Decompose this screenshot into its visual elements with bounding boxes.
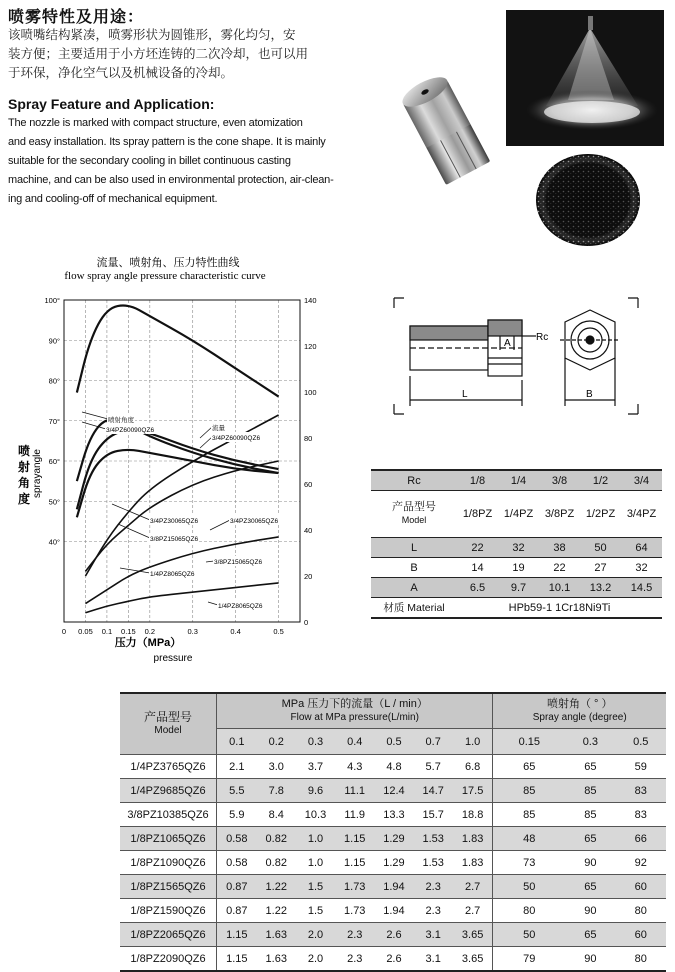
table-header-cell: 1/4: [498, 470, 539, 491]
flow-cell: 4.8: [374, 755, 413, 779]
flow-cell: 1.83: [453, 827, 493, 851]
flow-cell: 0.58: [217, 851, 257, 875]
y-right-tick-label: 140: [304, 296, 317, 305]
y-left-tick-label: 50°: [48, 497, 60, 507]
flow-cell: 4.3: [335, 755, 374, 779]
flow-cell: 2.0: [296, 947, 335, 972]
table-cell: 50: [580, 538, 621, 558]
table-cell: L: [371, 538, 457, 558]
flow-cell: 3.65: [453, 947, 493, 972]
model-header-cell: [120, 693, 217, 755]
angle-cell: 85: [565, 803, 615, 827]
flow-cell: 1.53: [414, 851, 453, 875]
y-left-tick-label: 90°: [48, 336, 60, 346]
flow-cell: 1.5: [296, 875, 335, 899]
model-cell: 1/8PZ2090QZ6: [120, 947, 217, 972]
flow-cell: 1.15: [217, 923, 257, 947]
x-axis-label: 压力（MPa）: [114, 637, 182, 649]
dim-label-a: A: [504, 338, 511, 349]
flow-cell: 2.3: [335, 923, 374, 947]
table-row: [371, 558, 662, 578]
table-cell: 14: [457, 558, 498, 578]
frame-corner: [394, 404, 404, 414]
table-row: [120, 851, 666, 875]
flow-cell: 2.0: [296, 923, 335, 947]
flow-cell: 2.1: [217, 755, 257, 779]
table-row: [371, 598, 662, 619]
y-right-tick-label: 80: [304, 434, 313, 443]
model-header-en: Model: [154, 725, 182, 736]
x-tick-label: 0.4: [230, 627, 241, 636]
flow-cell: 11.9: [335, 803, 374, 827]
dimension-drawing: [380, 292, 660, 422]
flow-cell: 1.29: [374, 851, 413, 875]
annotation-leader: [206, 561, 214, 562]
flow-cell: 0.87: [217, 875, 257, 899]
flow-cell: 8.4: [257, 803, 296, 827]
flow-cell: 2.3: [414, 899, 453, 923]
series-label: 3/4PZ30065QZ6: [230, 518, 279, 525]
table-cell: 14.5: [621, 578, 662, 598]
frame-corner: [628, 404, 638, 414]
model-cell: 1/8PZ1590QZ6: [120, 899, 217, 923]
angle-cell: 83: [616, 803, 666, 827]
annotation-leader: [200, 427, 212, 438]
table-cell: 22: [457, 538, 498, 558]
y-left-tick-label: 40°: [48, 537, 60, 547]
table-cell: 1/4PZ: [498, 491, 539, 538]
series-label: 流量: [212, 425, 225, 432]
table-row: [120, 803, 666, 827]
flow-cell: 2.3: [335, 947, 374, 972]
x-tick-label: 0: [61, 627, 67, 636]
flow-cell: 12.4: [374, 779, 413, 803]
table-cell: 1/2PZ: [580, 491, 621, 538]
characteristic-chart: [0, 250, 330, 670]
zh-line: 该喷嘴结构紧凑，喷雾形状为圆锥形，雾化均匀，安: [8, 28, 296, 42]
material-label-cell: 材质 Material: [371, 598, 457, 619]
series-label: 3/4PZ60090QZ6: [212, 435, 261, 442]
flow-cell: 1.15: [217, 947, 257, 972]
flow-cell: 5.5: [217, 779, 257, 803]
flow-cell: 0.58: [217, 827, 257, 851]
table-row: [120, 923, 666, 947]
x-tick-label: 0.15: [121, 627, 136, 636]
y-right-tick-label: 0: [304, 618, 309, 627]
flow-cell: 3.65: [453, 923, 493, 947]
flow-cell: 1.73: [335, 875, 374, 899]
angle-cell: 90: [565, 947, 615, 972]
series-label: 3/4PZ60090QZ6: [106, 427, 155, 434]
table-cell: 27: [580, 558, 621, 578]
flow-cell: 1.73: [335, 899, 374, 923]
series-label: 3/4PZ30065QZ6: [150, 518, 199, 525]
table-row: [371, 491, 662, 538]
y-left-tick-label: 80°: [48, 376, 60, 386]
dim-label-b: B: [586, 389, 593, 400]
table-header-cell: 1/8: [457, 470, 498, 491]
angle-cell: 65: [493, 755, 565, 779]
flow-cell: 3.7: [296, 755, 335, 779]
y-right-tick-label: 40: [304, 526, 313, 535]
chart-y-label: [18, 443, 43, 506]
table-row: [120, 947, 666, 972]
dimension-table: [371, 469, 662, 619]
series-label: 3/8PZ15065QZ6: [150, 536, 199, 543]
flow-table: [120, 692, 666, 972]
flow-cell: 1.15: [335, 851, 374, 875]
table-row: [120, 875, 666, 899]
angle-cell: 59: [616, 755, 666, 779]
table-cell: 6.5: [457, 578, 498, 598]
model-cell: 1/8PZ2065QZ6: [120, 923, 217, 947]
x-tick-label: 0.05: [78, 627, 93, 636]
angle-cell: 65: [565, 827, 615, 851]
flow-cell: 11.1: [335, 779, 374, 803]
angle-cell: 60: [616, 923, 666, 947]
table-header-cell: Rc: [371, 470, 457, 491]
en-description: [8, 114, 338, 209]
model-cell: 1/8PZ1565QZ6: [120, 875, 217, 899]
series-label: 喷射角度: [108, 417, 134, 424]
table-cell: A: [371, 578, 457, 598]
series-label: 1/4PZ8065QZ6: [218, 603, 263, 610]
annotation-leader: [200, 437, 212, 448]
angle-cell: 60: [616, 875, 666, 899]
table-cell: 19: [498, 558, 539, 578]
pressure-header-cell: 0.3: [296, 729, 335, 755]
flow-cell: 2.3: [414, 875, 453, 899]
flow-cell: 0.82: [257, 827, 296, 851]
spray-photo: [506, 10, 664, 146]
flow-cell: 1.94: [374, 899, 413, 923]
flow-cell: 0.82: [257, 851, 296, 875]
flow-cell: 10.3: [296, 803, 335, 827]
flow-cell: 1.5: [296, 899, 335, 923]
annotation-leader: [210, 520, 230, 530]
table-cell: 3/4PZ: [621, 491, 662, 538]
en-line: and easy installation. Its spray pattern is the cone shape. It is mainly: [8, 136, 326, 148]
zh-line: 装方便；主要适用于小方坯连铸的二次冷却，也可以用: [8, 47, 309, 61]
angle-cell: 79: [493, 947, 565, 972]
flow-cell: 0.87: [217, 899, 257, 923]
frame-corner: [394, 298, 404, 308]
flow-cell: 1.0: [296, 827, 335, 851]
spray-pattern-photo: [532, 150, 644, 250]
x-tick-label: 0.5: [273, 627, 284, 636]
flow-header-cell: [217, 693, 493, 729]
flow-cell: 1.15: [335, 827, 374, 851]
flow-cell: 1.63: [257, 947, 296, 972]
angle-cell: 90: [565, 851, 615, 875]
nozzle-photo: [370, 40, 500, 190]
table-cell: 1/8PZ: [457, 491, 498, 538]
flow-cell: 13.3: [374, 803, 413, 827]
model-header-zh: 产品型号: [143, 710, 192, 724]
model-label-en: Model: [401, 515, 427, 525]
table-row: [371, 470, 662, 491]
chart-subtitle: flow spray angle pressure characteristic curve: [64, 270, 266, 282]
table-cell: 10.1: [539, 578, 580, 598]
angle-cell: 85: [565, 779, 615, 803]
table-cell: 13.2: [580, 578, 621, 598]
flow-cell: 1.94: [374, 875, 413, 899]
table-row: [120, 755, 666, 779]
nozzle-hex-hatch: [488, 320, 522, 336]
en-line: ing and cooling-off of mechanical equipment.: [8, 193, 218, 205]
table-cell: 32: [621, 558, 662, 578]
angle-cell: 85: [493, 803, 565, 827]
frame-corner: [628, 298, 638, 308]
material-value-cell: HPb59-1 1Cr18Ni9Ti: [457, 598, 662, 619]
chart-title: 流量、喷射角、压力特性曲线: [96, 257, 240, 269]
angle-cell: 80: [616, 947, 666, 972]
flow-cell: 1.53: [414, 827, 453, 851]
annotation-leader: [208, 602, 218, 605]
y-axis-label-zh-4: 度: [18, 492, 31, 506]
y-axis-label-zh-1: 喷: [18, 444, 31, 458]
y-left-tick-label: 100°: [44, 296, 60, 305]
y-left-tick-label: 70°: [48, 416, 60, 426]
flow-cell: 14.7: [414, 779, 453, 803]
angle-header-en: Spray angle (degree): [532, 712, 627, 723]
model-cell: 1/4PZ3765QZ6: [120, 755, 217, 779]
table-header-cell: 3/4: [621, 470, 662, 491]
angle-cell: 65: [565, 875, 615, 899]
nozzle-section-hatch: [410, 326, 488, 340]
table-row: [371, 538, 662, 558]
angle-cell: 65: [565, 923, 615, 947]
angle-header-cell: [493, 693, 666, 729]
flow-table-body: [120, 755, 666, 972]
en-section-title: Spray Feature and Application:: [8, 96, 215, 112]
zh-description: [8, 26, 343, 83]
flow-cell: 1.22: [257, 875, 296, 899]
flow-cell: 5.7: [414, 755, 453, 779]
flow-header-en: Flow at MPa pressure(L/min): [290, 712, 419, 723]
flow-cell: 3.1: [414, 947, 453, 972]
table-row: [120, 827, 666, 851]
flow-cell: 7.8: [257, 779, 296, 803]
table-row: [120, 779, 666, 803]
model-cell: 1/8PZ1090QZ6: [120, 851, 217, 875]
angle-cell: 73: [493, 851, 565, 875]
angle-cell: 90: [565, 899, 615, 923]
flow-cell: 1.22: [257, 899, 296, 923]
flow-cell: 2.6: [374, 923, 413, 947]
annotation-leader: [82, 412, 108, 419]
y-right-tick-label: 60: [304, 480, 313, 489]
flow-cell: 2.6: [374, 947, 413, 972]
table-cell: 3/8PZ: [539, 491, 580, 538]
y-axis-label-en: sprayangle: [32, 449, 43, 498]
flow-cell: 17.5: [453, 779, 493, 803]
table-cell: 64: [621, 538, 662, 558]
flow-cell: 3.1: [414, 923, 453, 947]
pressure-header-cell: 0.5: [374, 729, 413, 755]
table-cell: 32: [498, 538, 539, 558]
y-right-tick-label: 100: [304, 388, 317, 397]
angle-cell: 50: [493, 875, 565, 899]
angle-header-zh: 喷射角（ ° ）: [546, 698, 613, 710]
angle-cell: 48: [493, 827, 565, 851]
model-cell: 1/8PZ1065QZ6: [120, 827, 217, 851]
table-row: [120, 899, 666, 923]
y-axis-label-zh-2: 射: [18, 460, 31, 474]
table-row: [371, 578, 662, 598]
flow-header-zh: MPa 压力下的流量（L / min）: [281, 698, 428, 710]
series-label: 3/8PZ15065QZ6: [214, 559, 263, 566]
flow-cell: 1.83: [453, 851, 493, 875]
model-label-cell: [371, 491, 457, 538]
pressure-header-cell: 0.1: [217, 729, 257, 755]
y-right-tick-label: 120: [304, 342, 317, 351]
pressure-header-cell: 0.7: [414, 729, 453, 755]
zh-line: 于环保，净化空气以及机械设备的冷却。: [8, 66, 234, 80]
pressure-header-cell: 0.2: [257, 729, 296, 755]
pressure-header-cell: 0.3: [565, 729, 615, 755]
pressure-header-cell: 1.0: [453, 729, 493, 755]
angle-cell: 83: [616, 779, 666, 803]
series-label: 1/4PZ8065QZ6: [150, 571, 195, 578]
model-label-zh: 产品型号: [392, 501, 436, 513]
table-cell: B: [371, 558, 457, 578]
flow-cell: 6.8: [453, 755, 493, 779]
model-cell: 1/4PZ9685QZ6: [120, 779, 217, 803]
y-axis-label-zh-3: 角: [18, 476, 31, 490]
flow-cell: 1.29: [374, 827, 413, 851]
angle-cell: 66: [616, 827, 666, 851]
pressure-header-cell: 0.5: [616, 729, 666, 755]
en-line: The nozzle is marked with compact structure, even atomization: [8, 117, 303, 129]
x-tick-label: 0.3: [187, 627, 198, 636]
flow-cell: 3.0: [257, 755, 296, 779]
flow-cell: 1.63: [257, 923, 296, 947]
en-line: machine, and can be also used in environmental protection, air-clean-: [8, 174, 334, 186]
flow-cell: 2.7: [453, 899, 493, 923]
flow-cell: 15.7: [414, 803, 453, 827]
angle-cell: 50: [493, 923, 565, 947]
model-cell: 3/8PZ10385QZ6: [120, 803, 217, 827]
angle-cell: 80: [616, 899, 666, 923]
table-cell: 22: [539, 558, 580, 578]
table-header-cell: 3/8: [539, 470, 580, 491]
pressure-header-cell: 0.15: [493, 729, 565, 755]
flow-cell: 1.0: [296, 851, 335, 875]
en-line: suitable for the secondary cooling in billet continuous casting: [8, 155, 291, 167]
x-tick-label: 0.2: [144, 627, 156, 636]
angle-cell: 80: [493, 899, 565, 923]
dim-label-l: L: [462, 389, 468, 400]
zh-section-title: 喷雾特性及用途：: [8, 9, 145, 26]
angle-cell: 92: [616, 851, 666, 875]
y-right-tick-label: 20: [304, 572, 313, 581]
table-cell: 38: [539, 538, 580, 558]
table-header-cell: 1/2: [580, 470, 621, 491]
angle-cell: 65: [565, 755, 615, 779]
x-axis-label-en: pressure: [153, 653, 193, 664]
table-row: [120, 693, 666, 729]
angle-cell: 85: [493, 779, 565, 803]
flow-cell: 9.6: [296, 779, 335, 803]
pressure-header-cell: 0.4: [335, 729, 374, 755]
dim-label-rc: Rc: [536, 332, 549, 343]
flow-cell: 18.8: [453, 803, 493, 827]
x-tick-label: 0.1: [101, 627, 113, 636]
table-cell: 9.7: [498, 578, 539, 598]
flow-cell: 5.9: [217, 803, 257, 827]
flow-cell: 2.7: [453, 875, 493, 899]
y-left-tick-label: 60°: [48, 457, 60, 466]
